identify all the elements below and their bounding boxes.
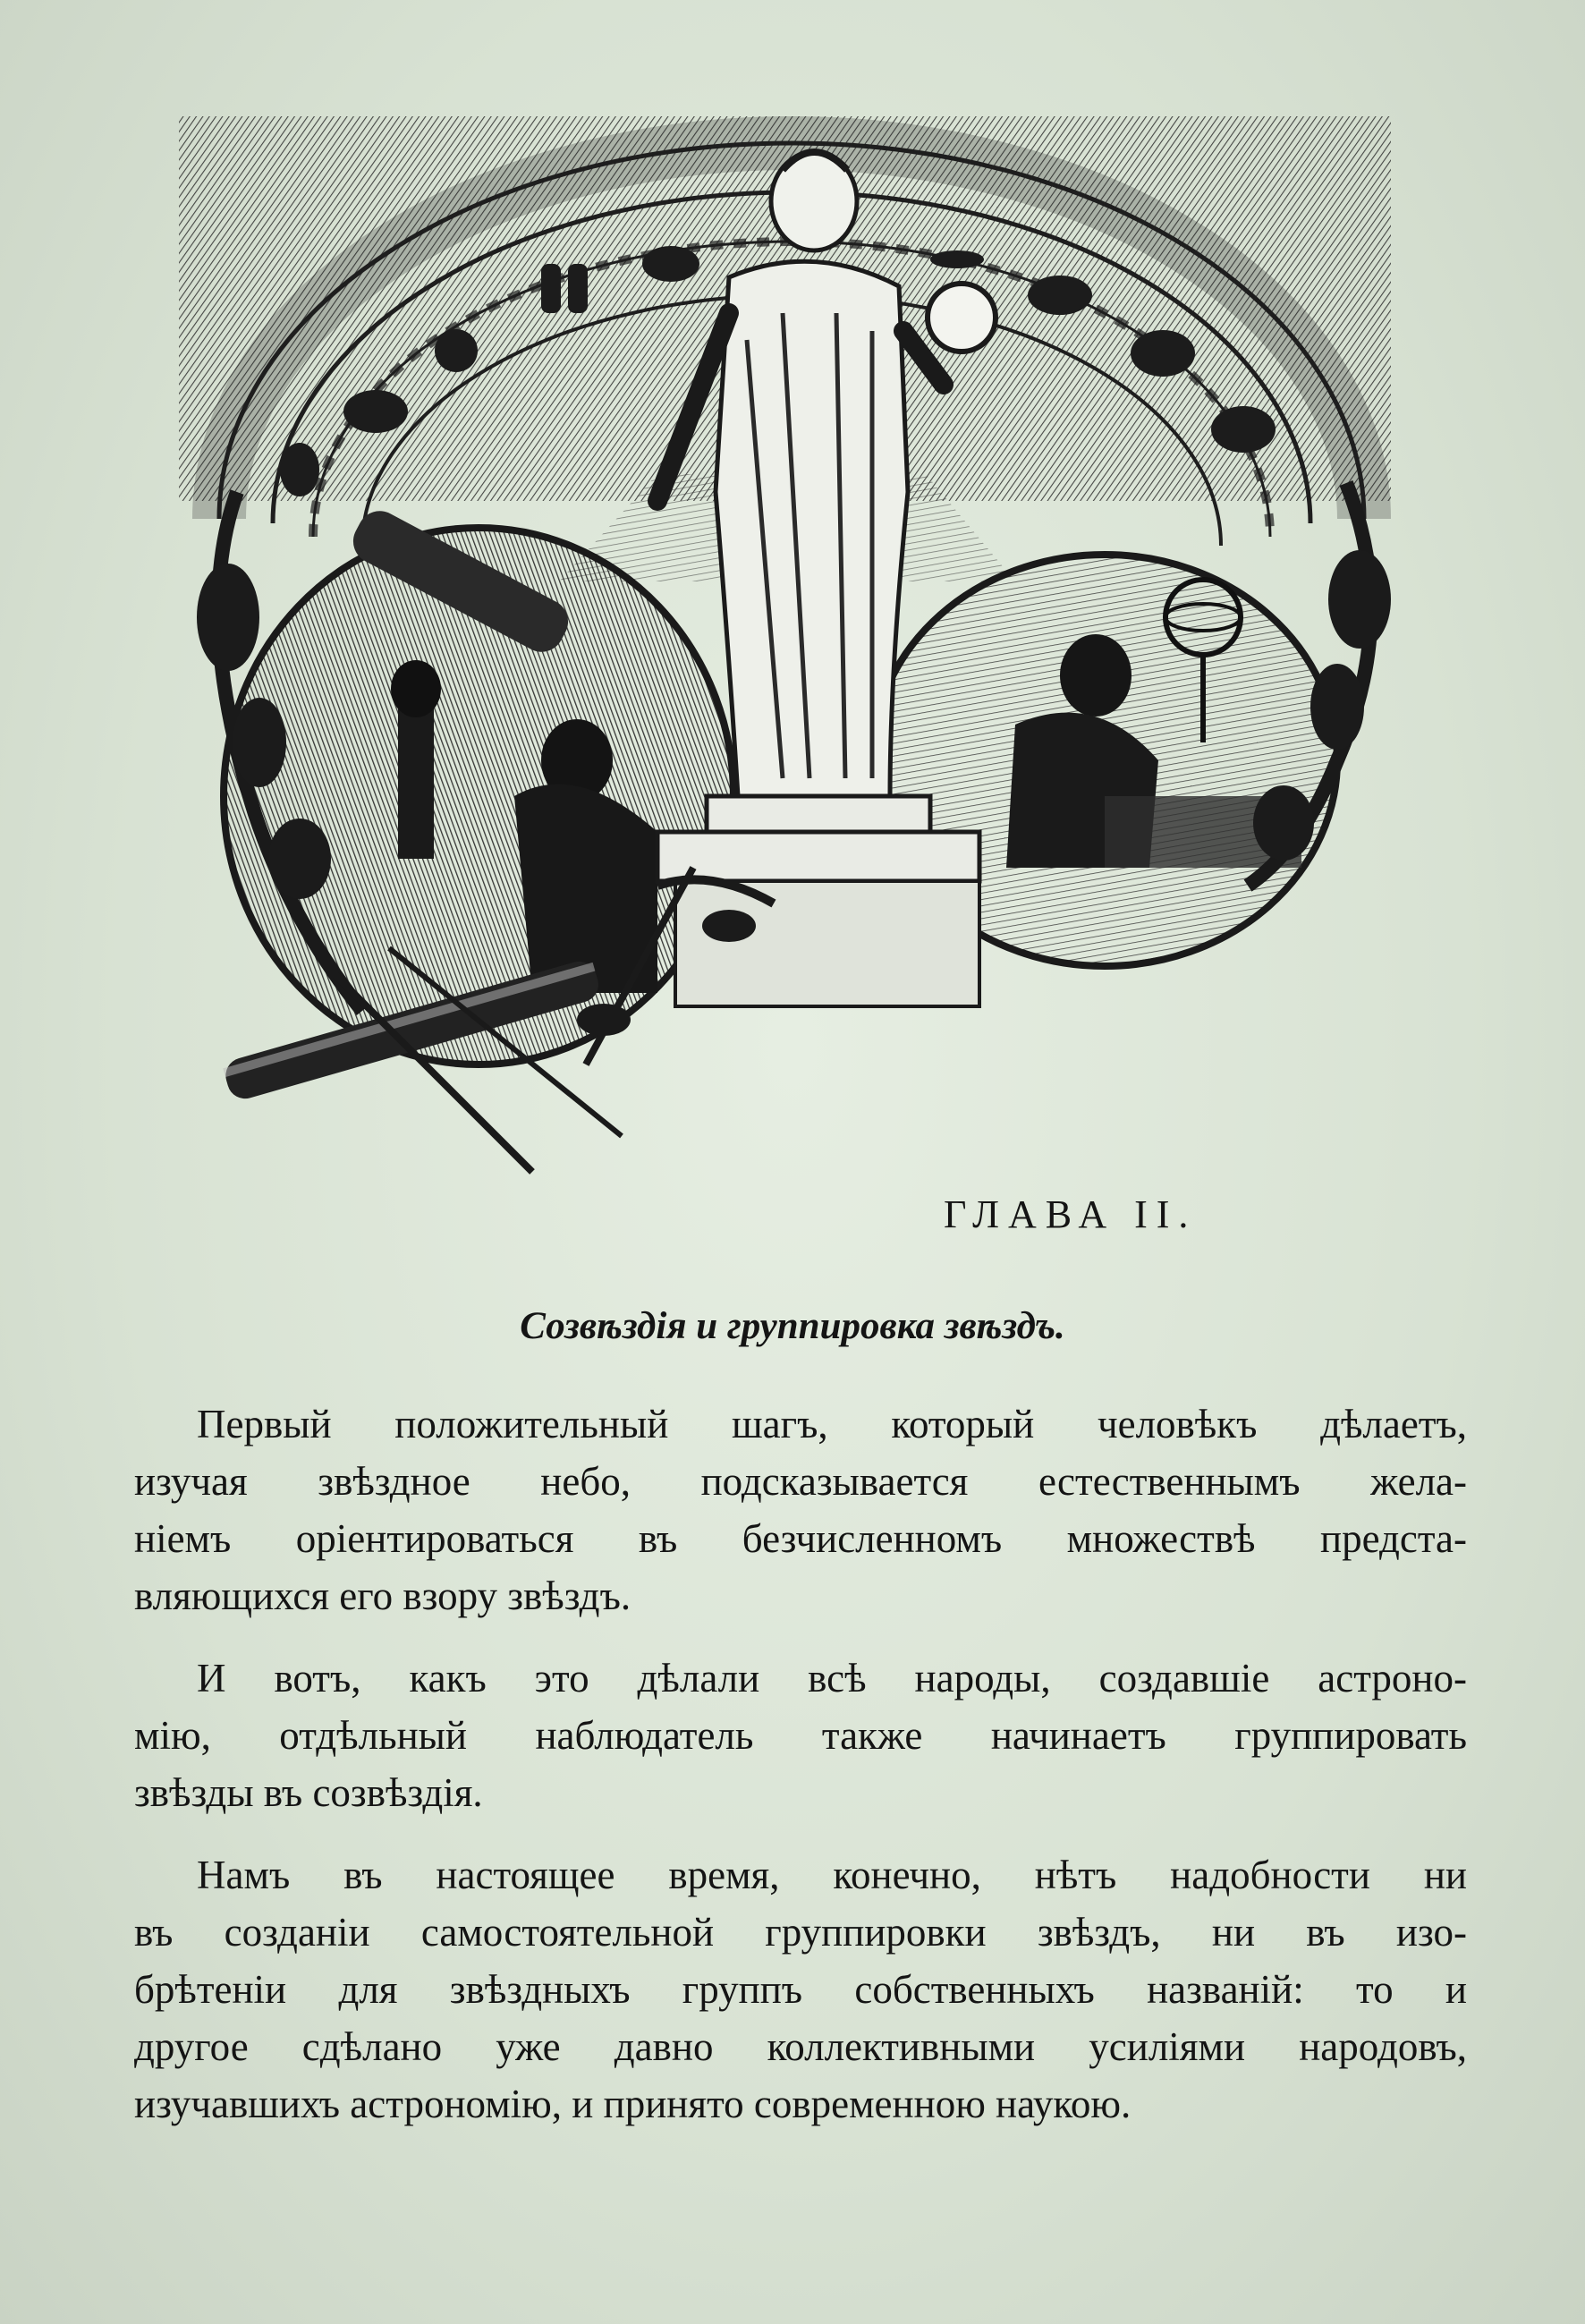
paragraph-line: мію, отдѣльный наблюдатель также начинаетъ группировать	[134, 1713, 1467, 1758]
paragraph-1	[134, 1395, 1467, 1624]
chapter-heading: ГЛАВА II.	[944, 1192, 1198, 1236]
paragraph-line: И вотъ, какъ это дѣлали всѣ народы, создавшіе астроно-	[197, 1656, 1467, 1701]
paragraph-line: ніемъ оріентироваться въ безчисленномъ множествѣ предста-	[134, 1516, 1467, 1561]
astronomy-engraving	[157, 116, 1418, 1190]
paragraph-line: въ созданіи самостоятельной группировки звѣздъ, ни въ изо-	[134, 1910, 1467, 1955]
chapter-subtitle: Созвѣздія и группировка звѣздъ.	[520, 1305, 1065, 1347]
paragraph-line: изучавшихъ астрономію, и принято современною наукою.	[134, 2082, 1132, 2126]
paragraph-3	[134, 1846, 1467, 2133]
paragraph-line: изучая звѣздное небо, подсказывается естественнымъ жела-	[134, 1459, 1467, 1504]
paragraph-line: Намъ въ настоящее время, конечно, нѣтъ надобности ни	[197, 1853, 1467, 1897]
paragraph-line: вляющихся его взору звѣздъ.	[134, 1573, 631, 1618]
paragraph-line: брѣтеніи для звѣздныхъ группъ собственныхъ названій: то и	[134, 1967, 1467, 2012]
paragraph-line: звѣзды въ созвѣздія.	[134, 1770, 483, 1815]
paragraph-line: другое сдѣлано уже давно коллективными усиліями народовъ,	[134, 2024, 1467, 2069]
paragraph-line: Первый положительный шагъ, который человѣкъ дѣлаетъ,	[197, 1402, 1467, 1446]
chapter-body	[134, 1395, 1467, 2158]
paragraph-2	[134, 1650, 1467, 1821]
